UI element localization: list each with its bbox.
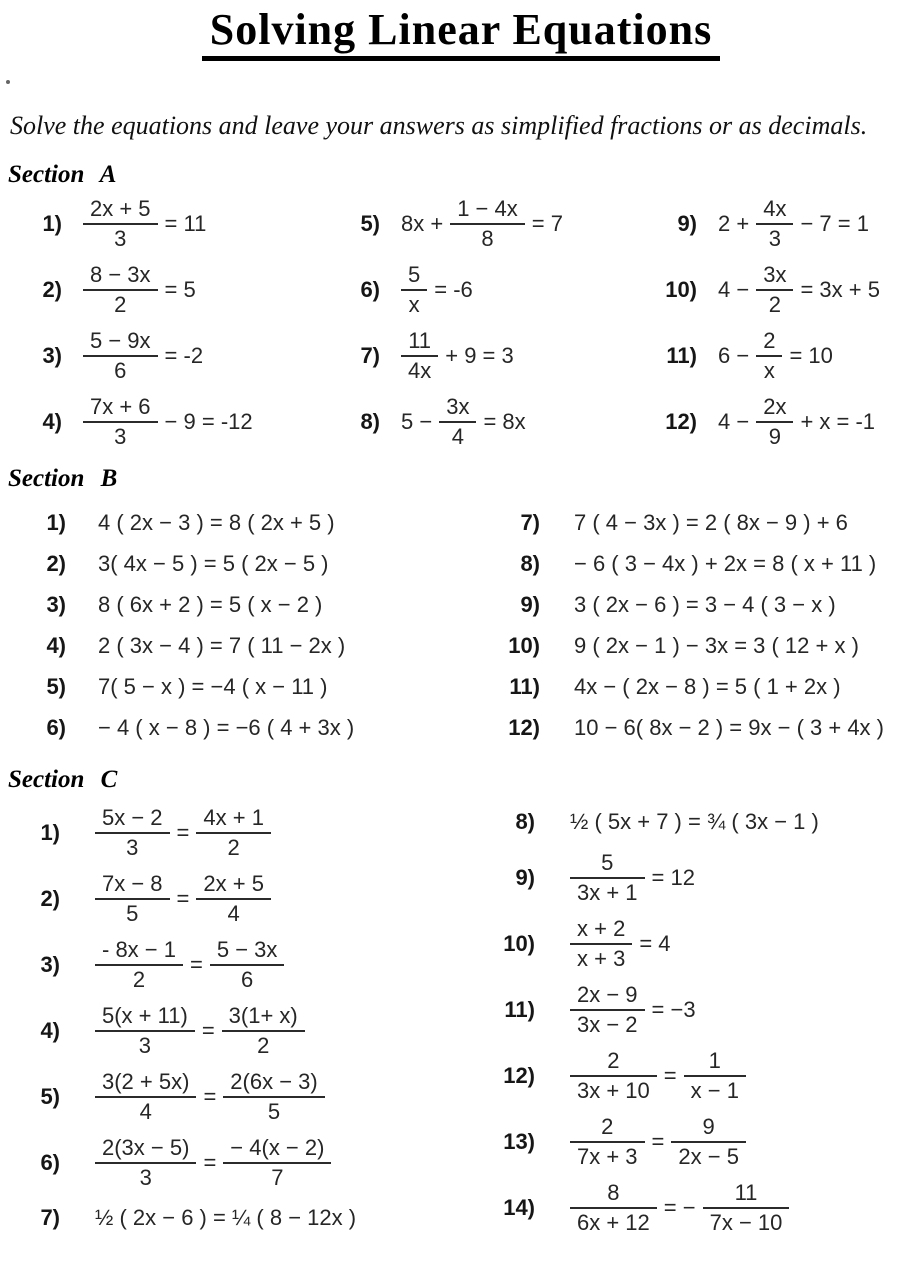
fraction [95, 1069, 196, 1125]
fraction [83, 196, 158, 252]
section-c-col-1 [0, 800, 460, 1241]
problem-number: 8) [360, 408, 380, 434]
fraction-denominator: 4x [401, 355, 438, 383]
equation-text: + 9 = 3 [445, 342, 514, 368]
problem-number: 7) [520, 509, 540, 535]
problem-number: 7) [360, 342, 380, 368]
problem-row-c6 [0, 1130, 460, 1196]
equation [401, 328, 514, 384]
equation-text: 2 + [718, 210, 750, 236]
instruction-text: Solve the equations and leave your answers as simplified fractions or as decimals. [10, 111, 868, 141]
fraction [83, 262, 158, 318]
problem-row-a6 [330, 257, 650, 323]
fraction-numerator: 7x − 8 [102, 870, 163, 896]
fraction [83, 328, 158, 384]
equation [574, 715, 884, 741]
equation [95, 1205, 356, 1231]
fraction-numerator: 5 − 9x [90, 327, 151, 353]
equation-text: = [663, 1062, 677, 1088]
equation-text: = 10 [789, 342, 833, 368]
fraction-denominator: 5 [223, 1096, 324, 1124]
equation [95, 871, 271, 927]
equation-text: 4 − [718, 408, 750, 434]
fraction [95, 1003, 195, 1059]
stray-mark [6, 80, 10, 84]
fraction-denominator: 2 [95, 964, 183, 992]
problem-row-c8 [460, 800, 922, 845]
problem-number: 4) [46, 632, 66, 658]
problem-number: 10) [665, 276, 697, 302]
fraction-denominator: 4 [95, 1096, 196, 1124]
equation-text: = − [663, 1194, 696, 1220]
equation [83, 196, 206, 252]
fraction-denominator: 2 [756, 289, 793, 317]
problem-number: 10) [503, 930, 535, 956]
fraction [196, 805, 271, 861]
equation-text: − 4 ( x − 8 ) = −6 ( 4 + 3x ) [98, 714, 355, 740]
problem-row-b9 [460, 584, 922, 625]
fraction-numerator: 8 [607, 1179, 620, 1205]
problem-row-c2 [0, 866, 460, 932]
equation-text: 4 − [718, 276, 750, 302]
fraction-denominator: 3 [95, 1030, 195, 1058]
equation-text: = −3 [651, 996, 696, 1022]
problem-number: 1) [40, 819, 60, 845]
problem-row-a4 [0, 389, 330, 455]
equation-text: − 9 = -12 [164, 408, 253, 434]
problem-row-c3 [0, 932, 460, 998]
equation-text: = [201, 1017, 215, 1043]
equation-text: 3 ( 2x − 6 ) = 3 − 4 ( 3 − x ) [574, 591, 836, 617]
equation-text: ½ ( 2x − 6 ) = ¼ ( 8 − 12x ) [95, 1205, 357, 1231]
fraction-numerator: 2x + 5 [90, 195, 151, 221]
equation-text: = -6 [434, 276, 473, 302]
fraction-denominator: 3 [95, 832, 170, 860]
fraction-denominator: 4 [196, 898, 271, 926]
problem-row-c1 [0, 800, 460, 866]
problem-number: 10) [508, 632, 540, 658]
equation [718, 262, 880, 318]
fraction [196, 871, 271, 927]
fraction-denominator: 7x + 3 [570, 1141, 645, 1169]
equation [570, 1048, 746, 1104]
fraction [95, 805, 170, 861]
fraction-denominator: 9 [756, 421, 793, 449]
fraction [401, 262, 427, 318]
equation [574, 674, 841, 700]
equation-text: 7 ( 4 − 3x ) = 2 ( 8x − 9 ) + 6 [574, 509, 848, 535]
equation [570, 982, 696, 1038]
problem-row-a7 [330, 323, 650, 389]
equation [95, 937, 284, 993]
fraction-denominator: 6 [210, 964, 285, 992]
fraction-denominator: x + 3 [570, 943, 632, 971]
equation-text: = [203, 1149, 217, 1175]
problem-row-a11 [650, 323, 922, 389]
problem-row-c7 [0, 1196, 460, 1241]
equation [83, 394, 253, 450]
fraction [570, 1048, 657, 1104]
equation [570, 809, 819, 835]
fraction-denominator: x − 1 [684, 1075, 746, 1103]
fraction-denominator: 3 [83, 223, 158, 251]
equation [570, 1180, 789, 1236]
equation [574, 592, 836, 618]
problem-number: 6) [40, 1149, 60, 1175]
equation [98, 510, 335, 536]
fraction [570, 982, 645, 1038]
fraction-numerator: 2x [763, 393, 787, 419]
fraction [570, 1114, 645, 1170]
fraction-numerator: 3(2 + 5x) [102, 1068, 190, 1094]
fraction-denominator: 6 [83, 355, 158, 383]
fraction-numerator: − 4(x − 2) [230, 1134, 325, 1160]
problem-number: 12) [503, 1062, 535, 1088]
equation-text: + x = -1 [800, 408, 876, 434]
fraction-denominator: 3 [83, 421, 158, 449]
fraction [95, 937, 183, 993]
problem-row-c4 [0, 998, 460, 1064]
fraction-numerator: 3(1+ x) [228, 1002, 298, 1028]
fraction-numerator: 2 [601, 1113, 614, 1139]
equation [98, 551, 329, 577]
problem-number: 13) [503, 1128, 535, 1154]
fraction-numerator: 5 [408, 261, 421, 287]
problem-number: 4) [40, 1017, 60, 1043]
problem-row-a5 [330, 191, 650, 257]
equation-text: = 5 [164, 276, 196, 302]
fraction-denominator: 8 [450, 223, 525, 251]
problem-row-b5 [0, 666, 460, 707]
problem-number: 6) [360, 276, 380, 302]
equation-text: = [176, 819, 190, 845]
fraction-numerator: 1 [708, 1047, 721, 1073]
fraction-numerator: 5x − 2 [102, 804, 163, 830]
fraction [401, 328, 438, 384]
fraction-denominator: 3x + 1 [570, 877, 645, 905]
problem-row-a9 [650, 191, 922, 257]
fraction [756, 328, 782, 384]
equation [401, 262, 473, 318]
equation-text: 8 ( 6x + 2 ) = 5 ( x − 2 ) [98, 591, 323, 617]
fraction-numerator: 5 [601, 849, 614, 875]
equation [98, 715, 354, 741]
equation-text: = -2 [164, 342, 204, 368]
problem-number: 6) [46, 714, 66, 740]
problem-number: 12) [508, 714, 540, 740]
section-c [0, 800, 922, 1241]
problem-row-b7 [460, 502, 922, 543]
section-b-heading: Section B [8, 464, 118, 492]
fraction-numerator: 4x + 1 [203, 804, 264, 830]
problem-number: 11) [666, 342, 697, 368]
fraction-numerator: 5(x + 11) [102, 1002, 188, 1028]
problem-row-c13 [460, 1109, 922, 1175]
fraction [95, 1135, 196, 1191]
equation-text: 6 − [718, 342, 750, 368]
fraction [570, 1180, 657, 1236]
problem-row-b10 [460, 625, 922, 666]
section-b [0, 502, 922, 748]
problem-row-a2 [0, 257, 330, 323]
problem-number: 11) [509, 673, 540, 699]
equation [574, 633, 859, 659]
problem-number: 7) [40, 1205, 60, 1231]
fraction [756, 262, 793, 318]
equation [83, 262, 196, 318]
problem-number: 5) [360, 210, 380, 236]
section-a-col-2 [330, 191, 650, 455]
problem-row-b8 [460, 543, 922, 584]
equation [574, 551, 876, 577]
equation-text: = [189, 951, 203, 977]
problem-row-b1 [0, 502, 460, 543]
fraction [684, 1048, 746, 1104]
equation-text: 8x + [401, 210, 444, 236]
fraction-numerator: 2x + 5 [203, 870, 264, 896]
equation [98, 592, 322, 618]
problem-row-b11 [460, 666, 922, 707]
equation [95, 805, 271, 861]
fraction [570, 850, 645, 906]
fraction [223, 1069, 324, 1125]
problem-number: 5) [40, 1083, 60, 1109]
fraction-numerator: 2 [763, 327, 776, 353]
fraction-numerator: 2 [607, 1047, 620, 1073]
problem-number: 5) [46, 673, 66, 699]
fraction-denominator: 2x − 5 [671, 1141, 746, 1169]
equation [98, 674, 327, 700]
fraction-denominator: 3 [756, 223, 793, 251]
problem-row-a10 [650, 257, 922, 323]
fraction-numerator: 3x [763, 261, 787, 287]
fraction [450, 196, 525, 252]
equation [401, 394, 526, 450]
problem-number: 1) [42, 210, 62, 236]
fraction-numerator: 7x + 6 [90, 393, 151, 419]
equation [570, 916, 671, 972]
page-title [0, 6, 922, 61]
equation-text: 4 ( 2x − 3 ) = 8 ( 2x + 5 ) [98, 509, 335, 535]
equation [570, 1114, 746, 1170]
fraction-denominator: 2 [83, 289, 158, 317]
problem-row-c9 [460, 845, 922, 911]
section-b-col-2 [460, 502, 922, 748]
problem-row-c11 [460, 977, 922, 1043]
fraction-numerator: 3x [446, 393, 470, 419]
fraction-numerator: - 8x − 1 [102, 936, 176, 962]
fraction [439, 394, 476, 450]
section-b-col-1 [0, 502, 460, 748]
fraction-numerator: 9 [702, 1113, 715, 1139]
section-a-col-1 [0, 191, 330, 455]
fraction-denominator: 5 [95, 898, 170, 926]
fraction-denominator: x [401, 289, 427, 317]
equation-text: 2 ( 3x − 4 ) = 7 ( 11 − 2x ) [98, 632, 346, 658]
fraction [95, 871, 170, 927]
fraction-numerator: 11 [734, 1179, 758, 1205]
equation [98, 633, 345, 659]
equation [718, 394, 875, 450]
fraction [83, 394, 158, 450]
problem-number: 1) [46, 509, 66, 535]
fraction-denominator: 3 [95, 1162, 196, 1190]
fraction [223, 1135, 331, 1191]
problem-number: 2) [40, 885, 60, 911]
section-a-col-3 [650, 191, 922, 455]
problem-row-a3 [0, 323, 330, 389]
fraction [756, 394, 793, 450]
fraction [756, 196, 793, 252]
equation-text: = 8x [483, 408, 526, 434]
equation [95, 1069, 325, 1125]
problem-number: 4) [42, 408, 62, 434]
fraction-denominator: 3x − 2 [570, 1009, 645, 1037]
fraction-numerator: 2(6x − 3) [230, 1068, 318, 1094]
fraction-numerator: 11 [408, 327, 432, 353]
fraction-denominator: 2 [196, 832, 271, 860]
problem-number: 9) [677, 210, 697, 236]
fraction-numerator: 1 − 4x [457, 195, 518, 221]
problem-row-c14 [460, 1175, 922, 1241]
section-c-col-2 [460, 800, 922, 1241]
problem-number: 8) [515, 809, 535, 835]
fraction [210, 937, 285, 993]
problem-number: 2) [46, 550, 66, 576]
problem-number: 3) [46, 591, 66, 617]
equation-text: 3( 4x − 5 ) = 5 ( 2x − 5 ) [98, 550, 329, 576]
fraction-denominator: 7x − 10 [703, 1207, 790, 1235]
problem-number: 11) [504, 996, 535, 1022]
problem-row-b2 [0, 543, 460, 584]
equation-text: 7( 5 − x ) = −4 ( x − 11 ) [98, 673, 328, 699]
problem-number: 14) [503, 1194, 535, 1220]
equation-text: = 3x + 5 [800, 276, 880, 302]
equation-text: ½ ( 5x + 7 ) = ¾ ( 3x − 1 ) [570, 809, 819, 835]
problem-row-a8 [330, 389, 650, 455]
problem-number: 3) [40, 951, 60, 977]
equation [718, 328, 833, 384]
problem-row-a12 [650, 389, 922, 455]
problem-row-a1 [0, 191, 330, 257]
equation [83, 328, 203, 384]
problem-row-b3 [0, 584, 460, 625]
problem-row-b12 [460, 707, 922, 748]
equation [574, 510, 848, 536]
problem-row-b4 [0, 625, 460, 666]
equation-text: − 6 ( 3 − 4x ) + 2x = 8 ( x + 11 ) [574, 550, 877, 576]
equation-text: 5 − [401, 408, 433, 434]
equation-text: = 12 [651, 864, 695, 890]
problem-row-c10 [460, 911, 922, 977]
problem-row-b6 [0, 707, 460, 748]
equation-text: = [176, 885, 190, 911]
equation [95, 1003, 305, 1059]
equation [401, 196, 563, 252]
equation-text: = 11 [164, 210, 207, 236]
equation [570, 850, 695, 906]
page-title-text: Solving Linear Equations [202, 6, 720, 61]
problem-row-c12 [460, 1043, 922, 1109]
fraction-numerator: x + 2 [577, 915, 626, 941]
fraction-denominator: 4 [439, 421, 476, 449]
fraction-numerator: 2x − 9 [577, 981, 638, 1007]
equation-text: = [651, 1128, 665, 1154]
fraction-numerator: 4x [763, 195, 787, 221]
fraction-denominator: 2 [222, 1030, 305, 1058]
equation-text: = [203, 1083, 217, 1109]
fraction [222, 1003, 305, 1059]
fraction-numerator: 8 − 3x [90, 261, 151, 287]
equation-text: 4x − ( 2x − 8 ) = 5 ( 1 + 2x ) [574, 673, 841, 699]
fraction [570, 916, 632, 972]
fraction-denominator: 7 [223, 1162, 331, 1190]
fraction [671, 1114, 746, 1170]
fraction-denominator: x [756, 355, 782, 383]
problem-number: 12) [665, 408, 697, 434]
fraction [703, 1180, 790, 1236]
equation [95, 1135, 331, 1191]
section-c-heading: Section C [8, 766, 118, 794]
equation-text: = 4 [639, 930, 671, 956]
equation-text: 9 ( 2x − 1 ) − 3x = 3 ( 12 + x ) [574, 632, 859, 658]
fraction-denominator: 6x + 12 [570, 1207, 657, 1235]
equation-text: 10 − 6( 8x − 2 ) = 9x − ( 3 + 4x ) [574, 714, 884, 740]
problem-number: 2) [42, 276, 62, 302]
problem-row-c5 [0, 1064, 460, 1130]
problem-number: 3) [42, 342, 62, 368]
problem-number: 9) [515, 864, 535, 890]
problem-number: 8) [520, 550, 540, 576]
section-a [0, 191, 922, 455]
fraction-numerator: 5 − 3x [216, 936, 278, 962]
equation-text: − 7 = 1 [800, 210, 869, 236]
section-a-heading: Section A [8, 161, 117, 189]
fraction-denominator: 3x + 10 [570, 1075, 657, 1103]
equation-text: = 7 [531, 210, 563, 236]
fraction-numerator: 2(3x − 5) [102, 1134, 190, 1160]
equation [718, 196, 869, 252]
problem-number: 9) [520, 591, 540, 617]
